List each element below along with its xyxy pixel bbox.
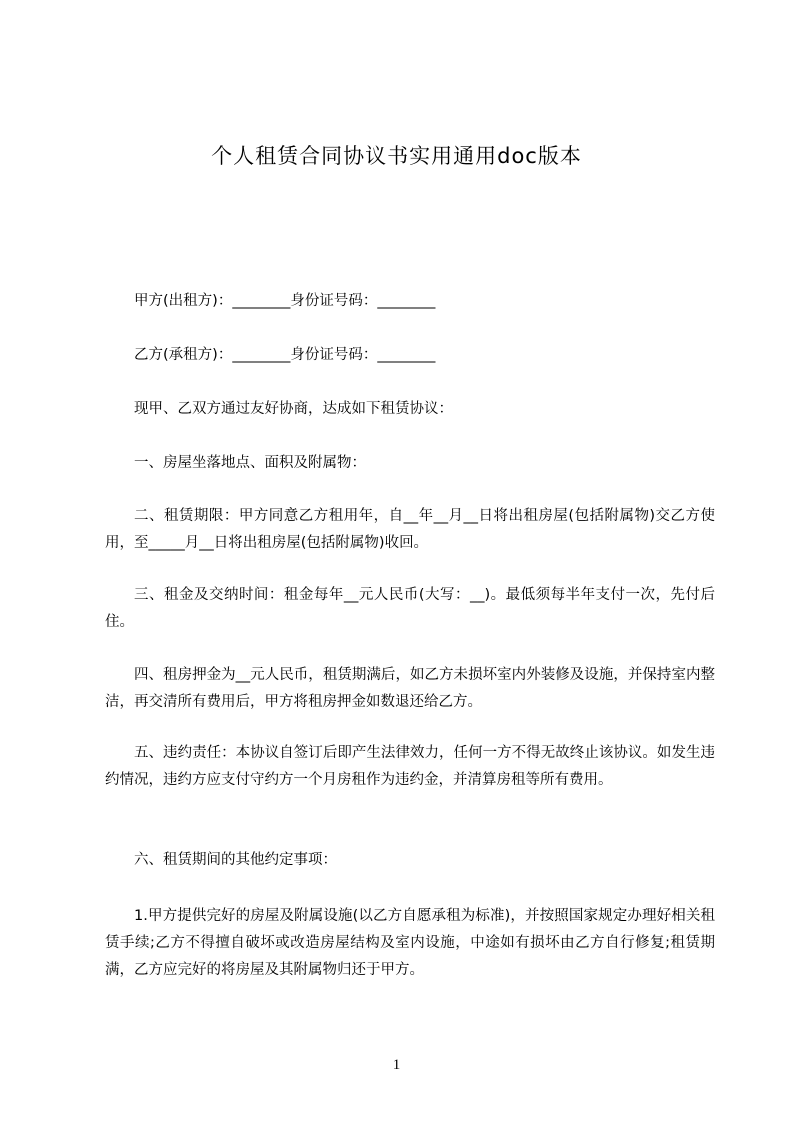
page-number: 1 — [392, 1057, 401, 1073]
clause-5-breach: 五、违约责任：本协议自签订后即产生法律效力，任何一方不得无故终止该协议。如发生违约情况，违约方应支付守约方一个月房租作为违约金，并清算房租等所有费用。 — [105, 745, 715, 788]
clause-4-deposit: 四、租房押金为__元人民币，租赁期满后，如乙方未损坏室内外装修及设施，并保持室内整洁，再交清所有费用后，甲方将租房押金如数退还给乙方。 — [105, 667, 715, 710]
party-b-line: 乙方(承租方)：________身份证号码：________ — [134, 347, 436, 363]
clause-6-other-terms: 六、租赁期间的其他约定事项： — [134, 852, 337, 868]
clause-3-rent: 三、租金及交纳时间：租金每年__元人民币(大写：__)。最低须每半年支付一次，先付后住。 — [105, 587, 715, 630]
clause-6-item-1: 1.甲方提供完好的房屋及附属设施(以乙方自愿承租为标准)，并按照国家规定办理好相关租赁手续;乙方不得擅自破坏或改造房屋结构及室内设施，中途如有损坏由乙方自行修复;租赁期满，乙方应完好的将房屋及其附属物归还于甲方。 — [105, 908, 715, 978]
agreement-intro: 现甲、乙双方通过友好协商，达成如下租赁协议： — [134, 401, 453, 417]
clause-1-location: 一、房屋坐落地点、面积及附属物： — [134, 455, 366, 471]
party-a-line: 甲方(出租方)：________身份证号码：________ — [134, 293, 436, 309]
document-title: 个人租赁合同协议书实用通用doc版本 — [211, 144, 582, 168]
clause-2-term: 二、租赁期限：甲方同意乙方租用年，自__年__月__日将出租房屋(包括附属物)交乙方使用，至_____月__日将出租房屋(包括附属物)收回。 — [105, 508, 715, 551]
